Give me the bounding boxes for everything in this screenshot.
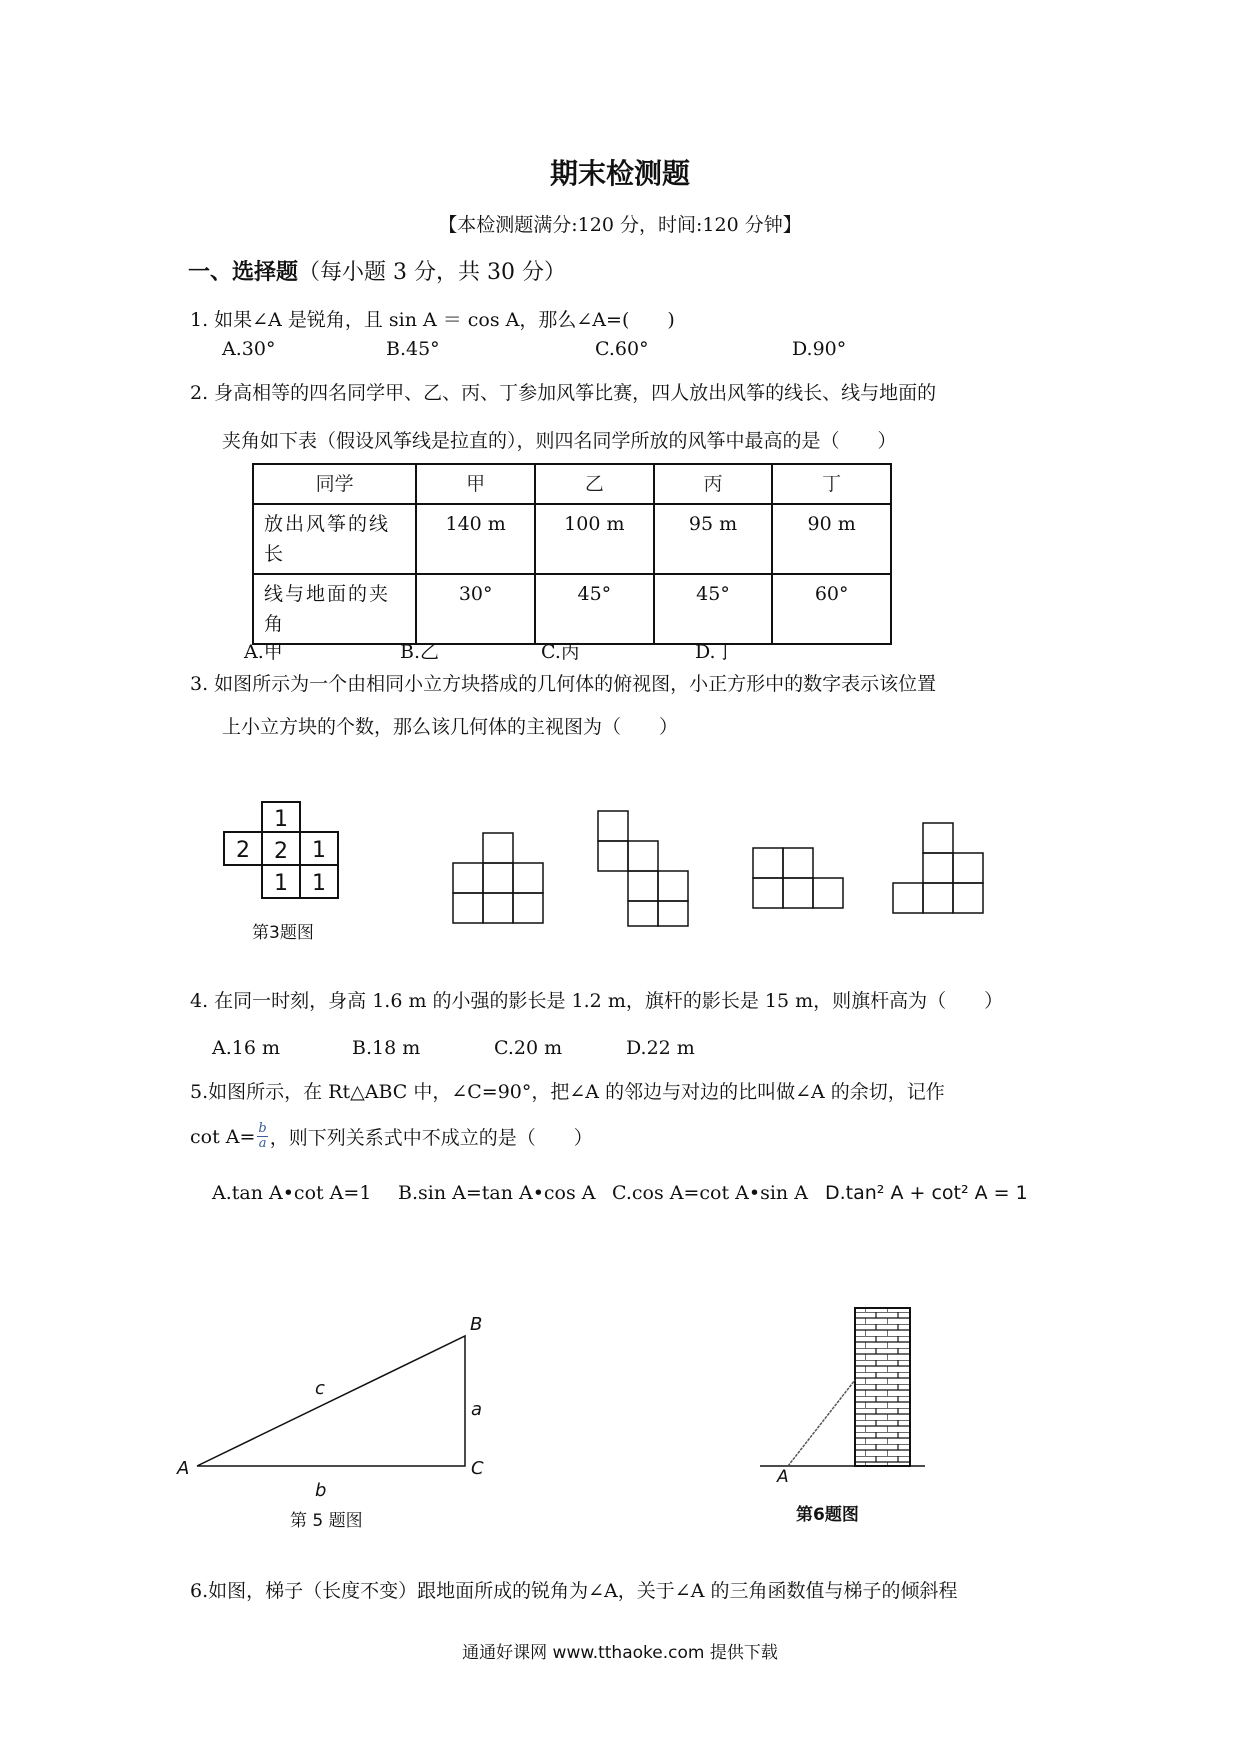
- page-title: 期末检测题: [549, 157, 690, 190]
- option-c-figure: [745, 840, 845, 920]
- q5-question: ，则下列关系式中不成立的是（ ）: [269, 1127, 593, 1149]
- q5-stem-line2: [190, 1122, 593, 1151]
- q2-option-a: A.甲: [244, 641, 283, 663]
- q6-stem: 6.如图，梯子（长度不变）跟地面所成的锐角为∠A，关于∠A 的三角函数值与梯子的倾斜程: [190, 1580, 958, 1602]
- table-cell: 140 m: [416, 504, 535, 574]
- q5-option-b: B.sin A=tan A•cos A: [398, 1182, 596, 1204]
- table-header-row: [253, 464, 891, 504]
- q2-option-c: C.丙: [541, 641, 580, 663]
- q4-option-d: D.22 m: [626, 1037, 695, 1059]
- figure5-caption: 第 5 题图: [290, 1511, 363, 1531]
- table-cell: 90 m: [772, 504, 891, 574]
- kite-table: [252, 463, 892, 645]
- q1-option-c: C.60°: [595, 338, 649, 360]
- q2-option-b: B.乙: [400, 641, 440, 663]
- table-header-cell: 甲: [416, 464, 535, 504]
- brick-wall: [855, 1308, 910, 1466]
- q4-option-b: B.18 m: [352, 1037, 421, 1059]
- q5-option-c: C.cos A=cot A•sin A: [612, 1182, 808, 1204]
- q1-stem: 1. 如果∠A 是锐角，且 sin A ＝ cos A，那么∠A=( ): [190, 309, 675, 331]
- triangle-abc: [197, 1336, 465, 1466]
- table-cell: 30°: [416, 574, 535, 644]
- side-label-c: c: [315, 1378, 325, 1399]
- section-note: （每小题 3 分，共 30 分）: [298, 260, 566, 285]
- q2-stem-line2: 夹角如下表（假设风筝线是拉直的），则四名同学所放的风筝中最高的是（ ）: [222, 430, 897, 452]
- fraction-denominator: a: [258, 1136, 267, 1151]
- table-row: [253, 574, 891, 644]
- vertex-label-a: A: [177, 1458, 190, 1479]
- ladder-line: [788, 1380, 855, 1466]
- q2-option-d: D.丁: [695, 641, 735, 663]
- table-header-cell: 乙: [535, 464, 654, 504]
- figure3-caption: 第3题图: [252, 923, 314, 943]
- q1-option-d: D.90°: [792, 338, 847, 360]
- cot-definition: cot A=: [190, 1125, 256, 1148]
- q4-option-c: C.20 m: [494, 1037, 563, 1059]
- table-cell: 放出风筝的线长: [253, 504, 416, 574]
- grid-number: 1: [274, 807, 288, 832]
- option-d-figure: [885, 815, 1000, 925]
- table-header-cell: 丙: [654, 464, 773, 504]
- table-cell: 100 m: [535, 504, 654, 574]
- page-subtitle: 【本检测题满分:120 分，时间:120 分钟】: [438, 214, 802, 236]
- option-a-figure: [445, 825, 545, 925]
- fraction-numerator: b: [258, 1121, 267, 1136]
- section-title: 一、选择题: [188, 259, 299, 285]
- ladder-wall-figure: [755, 1300, 935, 1487]
- vertex-label-c: C: [471, 1458, 484, 1479]
- q5-stem-line1: 5.如图所示，在 Rt△ABC 中，∠C=90°，把∠A 的邻边与对边的比叫做∠A 的余切，记作: [190, 1081, 945, 1103]
- q5-option-a: A.tan A•cot A=1: [212, 1182, 372, 1204]
- vertex-label-b: B: [470, 1314, 483, 1335]
- table-header-cell: 丁: [772, 464, 891, 504]
- table-header-cell: 同学: [253, 464, 416, 504]
- footer-watermark: 通通好课网 www.tthaoke.com 提供下载: [462, 1643, 778, 1663]
- section-heading: [188, 255, 566, 286]
- grid-number: 1: [312, 871, 326, 896]
- q4-stem: 4. 在同一时刻，身高 1.6 m 的小强的影长是 1.2 m，旗杆的影长是 15 m，则旗杆高为（ ）: [190, 990, 1004, 1012]
- q5-option-d: D.tan² A + cot² A = 1: [825, 1182, 1028, 1204]
- triangle-figure: [165, 1300, 495, 1501]
- table-cell: 45°: [535, 574, 654, 644]
- grid-number: 2: [236, 838, 250, 863]
- q3-stem-line1: 3. 如图所示为一个由相同小立方块搭成的几何体的俯视图，小正方形中的数字表示该位置: [190, 673, 937, 695]
- q3-stem-line2: 上小立方块的个数，那么该几何体的主视图为（ ）: [222, 716, 679, 738]
- table-cell: 45°: [654, 574, 773, 644]
- grid-number: 1: [274, 871, 288, 896]
- figure6-caption: 第6题图: [796, 1505, 859, 1525]
- table-cell: 60°: [772, 574, 891, 644]
- grid-number: 1: [312, 838, 326, 863]
- q2-stem-line1: 2. 身高相等的四名同学甲、乙、丙、丁参加风筝比赛，四人放出风筝的线长、线与地面的: [190, 382, 937, 404]
- q4-option-a: A.16 m: [212, 1037, 280, 1059]
- q1-option-a: A.30°: [222, 338, 276, 360]
- table-cell: 线与地面的夹角: [253, 574, 416, 644]
- cot-fraction: [257, 1122, 267, 1151]
- q1-option-b: B.45°: [386, 338, 440, 360]
- table-cell: 95 m: [654, 504, 773, 574]
- side-label-a: a: [471, 1399, 483, 1420]
- table-row: [253, 504, 891, 574]
- side-label-b: b: [315, 1480, 327, 1501]
- angle-label-a: A: [777, 1467, 789, 1487]
- option-b-figure: [590, 808, 690, 928]
- grid-number: 2: [274, 839, 288, 864]
